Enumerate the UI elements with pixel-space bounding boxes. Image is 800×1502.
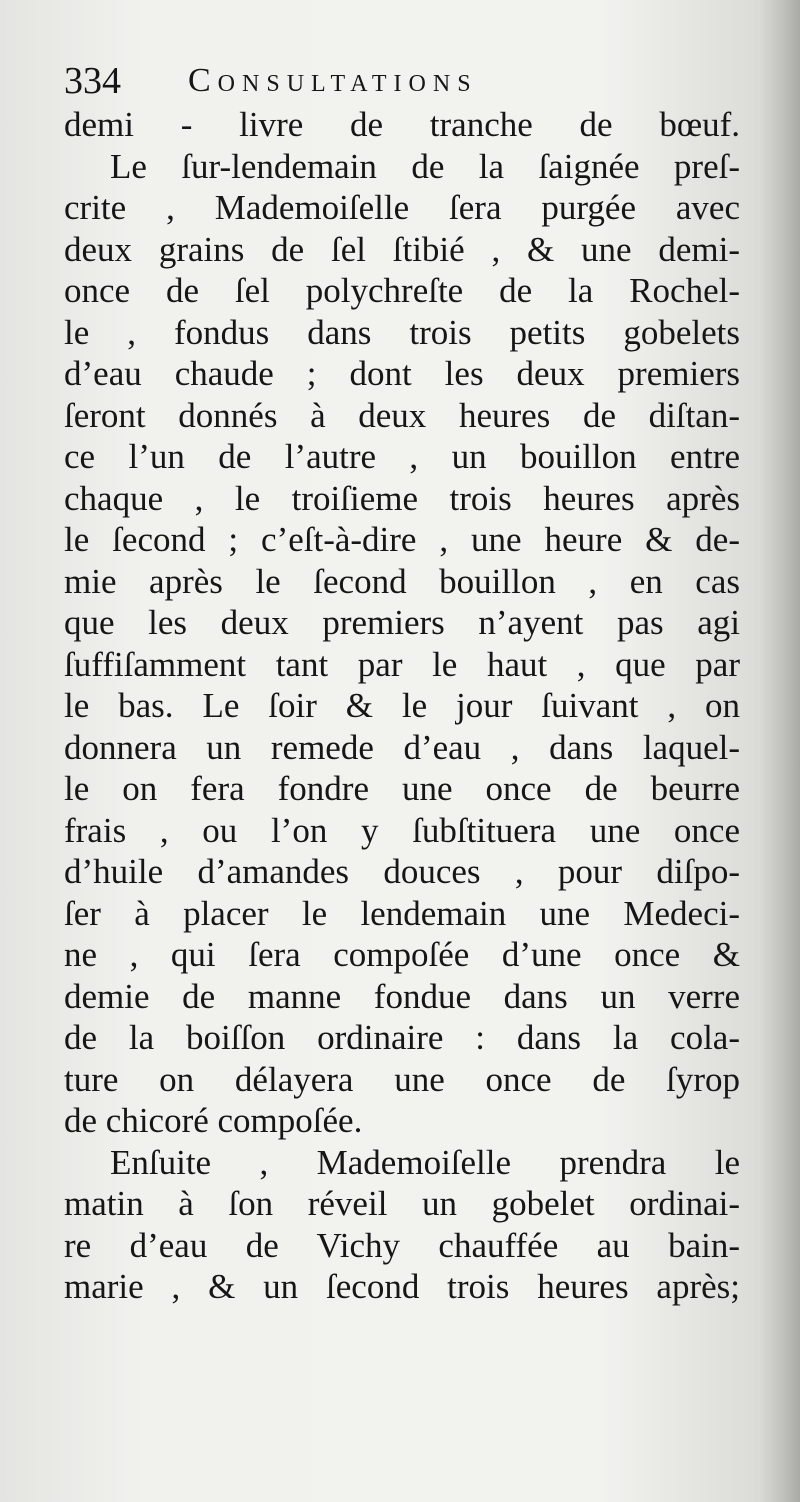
text-line: de la boiſſon ordinaire : dans la cola- (64, 1018, 740, 1057)
text-line: once de ſel polychreſte de la Rochel- (64, 271, 740, 310)
page-header (64, 56, 654, 106)
text-line: re d’eau de Vichy chauffée au bain- (64, 1225, 740, 1265)
text-line: ture on délayera une once de ſyrop (64, 1059, 740, 1099)
text-line: d’huile d’amandes douces , pour diſpo- (64, 852, 740, 891)
text-line: ce l’un de l’autre , un bouillon entre (64, 437, 740, 476)
text-line: ne , qui ſera compoſée d’une once & (64, 935, 740, 974)
text-line: chaque , le troiſieme trois heures après (64, 478, 740, 518)
text-line: matin à ſon réveil un gobelet ordinai- (64, 1184, 740, 1223)
text-line: marie , & un ſecond trois heures après; (64, 1267, 740, 1306)
page-gutter-shadow (760, 0, 800, 1502)
text-line: le , fondus dans trois petits gobelets (64, 312, 740, 352)
text-line: de chicoré compoſée. (64, 1101, 363, 1140)
text-line: deux grains de ſel ſtibié , & une demi- (64, 229, 740, 269)
text-line: Le ſur-lendemain de la ſaignée preſ- (110, 146, 740, 186)
text-line: ſer à placer le lendemain une Medeci- (64, 893, 740, 933)
text-line: frais , ou l’on y ſubſtituera une once (64, 810, 740, 850)
text-line: le bas. Le ſoir & le jour ſuivant , on (64, 686, 740, 725)
text-line: crite , Mademoiſelle ſera purgée avec (64, 188, 740, 227)
text-line: d’eau chaude ; dont les deux premiers (64, 354, 740, 393)
text-line: Enſuite , Mademoiſelle prendra le (110, 1142, 740, 1182)
text-line: demie de manne fondue dans un verre (64, 976, 740, 1016)
text-line: ſuffiſamment tant par le haut , que par (64, 644, 740, 684)
running-head: Consultations (188, 62, 478, 99)
text-line: mie après le ſecond bouillon , en cas (64, 561, 740, 601)
page-number: 334 (64, 60, 121, 102)
text-line: ſeront donnés à deux heures de diſtan- (64, 395, 740, 435)
text-line: le on fera fondre une once de beurre (64, 769, 740, 808)
text-line: donnera un remede d’eau , dans laquel- (64, 727, 740, 767)
text-line: que les deux premiers n’ayent pas agi (64, 603, 740, 642)
body-text (64, 104, 740, 1308)
text-line: demi - livre de tranche de bœuf. (64, 105, 740, 144)
text-line: le ſecond ; c’eſt-à-dire , une heure & de- (64, 520, 740, 559)
